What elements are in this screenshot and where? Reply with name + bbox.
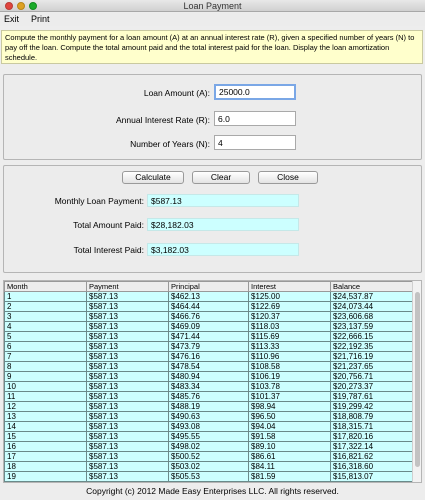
years-input[interactable]	[214, 135, 296, 150]
table-cell: 19	[5, 472, 87, 482]
table-cell: 16	[5, 442, 87, 452]
table-cell: 9	[5, 372, 87, 382]
table-cell: $480.94	[169, 372, 249, 382]
table-cell: $22,192.35	[331, 342, 414, 352]
table-cell: $24,073.44	[331, 302, 414, 312]
table-cell: $490.63	[169, 412, 249, 422]
table-row[interactable]	[5, 392, 414, 402]
table-cell: $587.13	[87, 392, 169, 402]
table-row[interactable]	[5, 442, 414, 452]
table-cell: $500.52	[169, 452, 249, 462]
table-cell: 15	[5, 432, 87, 442]
table-cell: $587.13	[87, 352, 169, 362]
table-row[interactable]	[5, 402, 414, 412]
table-cell: $89.10	[249, 442, 331, 452]
table-cell: $96.50	[249, 412, 331, 422]
table-row[interactable]	[5, 412, 414, 422]
table-cell: $587.13	[87, 462, 169, 472]
interest-rate-label: Annual Interest Rate (R):	[115, 115, 210, 125]
menu-bar	[0, 13, 425, 26]
menu-print[interactable]: Print	[31, 14, 50, 24]
table-cell: $587.13	[87, 382, 169, 392]
total-paid-value: $28,182.03	[147, 218, 299, 231]
table-cell: $86.61	[249, 452, 331, 462]
table-cell: $125.00	[249, 292, 331, 302]
amortization-table	[3, 280, 422, 483]
table-cell: $18,315.71	[331, 422, 414, 432]
table-row[interactable]	[5, 332, 414, 342]
table-row[interactable]	[5, 472, 414, 482]
table-cell: $478.54	[169, 362, 249, 372]
table-cell: $505.53	[169, 472, 249, 482]
table-cell: $587.13	[87, 432, 169, 442]
title-bar	[0, 0, 425, 12]
table-cell: $20,273.37	[331, 382, 414, 392]
close-button[interactable]: Close	[258, 171, 318, 184]
table-cell: $476.16	[169, 352, 249, 362]
column-header-month[interactable]: Month	[5, 282, 87, 292]
loan-amount-input[interactable]	[214, 84, 296, 100]
total-interest-value: $3,182.03	[147, 243, 299, 256]
table-cell: $22,666.15	[331, 332, 414, 342]
table-cell: $587.13	[87, 472, 169, 482]
description-text: Compute the monthly payment for a loan amount (A) at an annual interest rate (R), given a specified number of years (N) to pay off the loan. Compute the total amount paid and the total interest paid for the loan. Display the loan amortization schedule.	[1, 30, 423, 64]
table-cell: $488.19	[169, 402, 249, 412]
table-cell: 3	[5, 312, 87, 322]
table-cell: 14	[5, 422, 87, 432]
table-row[interactable]	[5, 342, 414, 352]
table-cell: $493.08	[169, 422, 249, 432]
table-row[interactable]	[5, 422, 414, 432]
column-header-balance[interactable]: Balance	[331, 282, 414, 292]
table-cell: $587.13	[87, 342, 169, 352]
table-row[interactable]	[5, 432, 414, 442]
table-cell: $17,820.16	[331, 432, 414, 442]
table-cell: $498.02	[169, 442, 249, 452]
scrollbar-thumb[interactable]	[415, 292, 420, 467]
table-cell: $16,318.60	[331, 462, 414, 472]
table-cell: $469.09	[169, 322, 249, 332]
table-cell: $103.78	[249, 382, 331, 392]
table-row[interactable]	[5, 322, 414, 332]
table-cell: 7	[5, 352, 87, 362]
input-panel	[3, 74, 422, 160]
table-cell: $462.13	[169, 292, 249, 302]
monthly-payment-label: Monthly Loan Payment:	[54, 196, 144, 206]
table-row[interactable]	[5, 312, 414, 322]
calculate-button[interactable]: Calculate	[122, 171, 184, 184]
table-cell: $113.33	[249, 342, 331, 352]
table-cell: $587.13	[87, 362, 169, 372]
table-cell: $464.44	[169, 302, 249, 312]
table-cell: $587.13	[87, 402, 169, 412]
table-cell: 8	[5, 362, 87, 372]
table-cell: 4	[5, 322, 87, 332]
table-cell: $110.96	[249, 352, 331, 362]
table-cell: $503.02	[169, 462, 249, 472]
table-cell: $94.04	[249, 422, 331, 432]
table-cell: $483.34	[169, 382, 249, 392]
table-cell: 11	[5, 392, 87, 402]
table-cell: $15,813.07	[331, 472, 414, 482]
table-cell: $16,821.62	[331, 452, 414, 462]
table-row[interactable]	[5, 352, 414, 362]
interest-rate-input[interactable]	[214, 111, 296, 126]
menu-exit[interactable]: Exit	[4, 14, 20, 24]
table-cell: $473.79	[169, 342, 249, 352]
table-cell: $495.55	[169, 432, 249, 442]
table-cell: $587.13	[87, 412, 169, 422]
table-row[interactable]	[5, 362, 414, 372]
table-cell: 18	[5, 462, 87, 472]
table-cell: 13	[5, 412, 87, 422]
table-cell: $587.13	[87, 422, 169, 432]
table-cell: $485.76	[169, 392, 249, 402]
table-cell: 2	[5, 302, 87, 312]
table-cell: $21,237.65	[331, 362, 414, 372]
table-header-row	[5, 282, 414, 292]
results-panel	[3, 165, 422, 273]
column-header-principal[interactable]: Principal	[169, 282, 249, 292]
copyright-footer: Copyright (c) 2012 Made Easy Enterprises LLC. All rights reserved.	[86, 486, 339, 496]
table-cell: 6	[5, 342, 87, 352]
table-cell: $471.44	[169, 332, 249, 342]
table-row[interactable]	[5, 372, 414, 382]
table-cell: $106.19	[249, 372, 331, 382]
column-header-payment[interactable]: Payment	[87, 282, 169, 292]
table-cell: $19,299.42	[331, 402, 414, 412]
table-row[interactable]	[5, 382, 414, 392]
table-cell: $84.11	[249, 462, 331, 472]
table-row[interactable]	[5, 452, 414, 462]
table-cell: $17,322.14	[331, 442, 414, 452]
table-cell: 5	[5, 332, 87, 342]
window-title: Loan Payment	[183, 1, 242, 11]
table-cell: $120.37	[249, 312, 331, 322]
table-cell: $20,756.71	[331, 372, 414, 382]
table-cell: $91.58	[249, 432, 331, 442]
table-cell: $24,537.87	[331, 292, 414, 302]
table-cell: $587.13	[87, 312, 169, 322]
table-cell: $587.13	[87, 452, 169, 462]
table-cell: $101.37	[249, 392, 331, 402]
table-cell: $23,137.59	[331, 322, 414, 332]
table-cell: $118.03	[249, 322, 331, 332]
table-cell: $587.13	[87, 442, 169, 452]
years-label: Number of Years (N):	[130, 139, 210, 149]
clear-button[interactable]: Clear	[192, 171, 250, 184]
table-cell: 12	[5, 402, 87, 412]
column-header-interest[interactable]: Interest	[249, 282, 331, 292]
table-cell: $587.13	[87, 332, 169, 342]
table-cell: $21,716.19	[331, 352, 414, 362]
table-cell: $466.76	[169, 312, 249, 322]
table-cell: $81.59	[249, 472, 331, 482]
loan-amount-label: Loan Amount (A):	[143, 88, 210, 98]
table-cell: 1	[5, 292, 87, 302]
total-paid-label: Total Amount Paid:	[73, 220, 144, 230]
table-cell: $19,787.61	[331, 392, 414, 402]
table-cell: $18,808.79	[331, 412, 414, 422]
monthly-payment-value: $587.13	[147, 194, 299, 207]
table-scrollbar[interactable]	[412, 281, 421, 482]
table-cell: $587.13	[87, 292, 169, 302]
table-cell: $587.13	[87, 372, 169, 382]
table-row[interactable]	[5, 292, 414, 302]
table-cell: $98.94	[249, 402, 331, 412]
total-interest-label: Total Interest Paid:	[73, 245, 144, 255]
table-cell: $122.69	[249, 302, 331, 312]
table-cell: $108.58	[249, 362, 331, 372]
table-cell: $587.13	[87, 302, 169, 312]
table-cell: 10	[5, 382, 87, 392]
table-cell: $115.69	[249, 332, 331, 342]
table-cell: $587.13	[87, 322, 169, 332]
table-row[interactable]	[5, 302, 414, 312]
table-row[interactable]	[5, 462, 414, 472]
table-cell: 17	[5, 452, 87, 462]
table-cell: $23,606.68	[331, 312, 414, 322]
